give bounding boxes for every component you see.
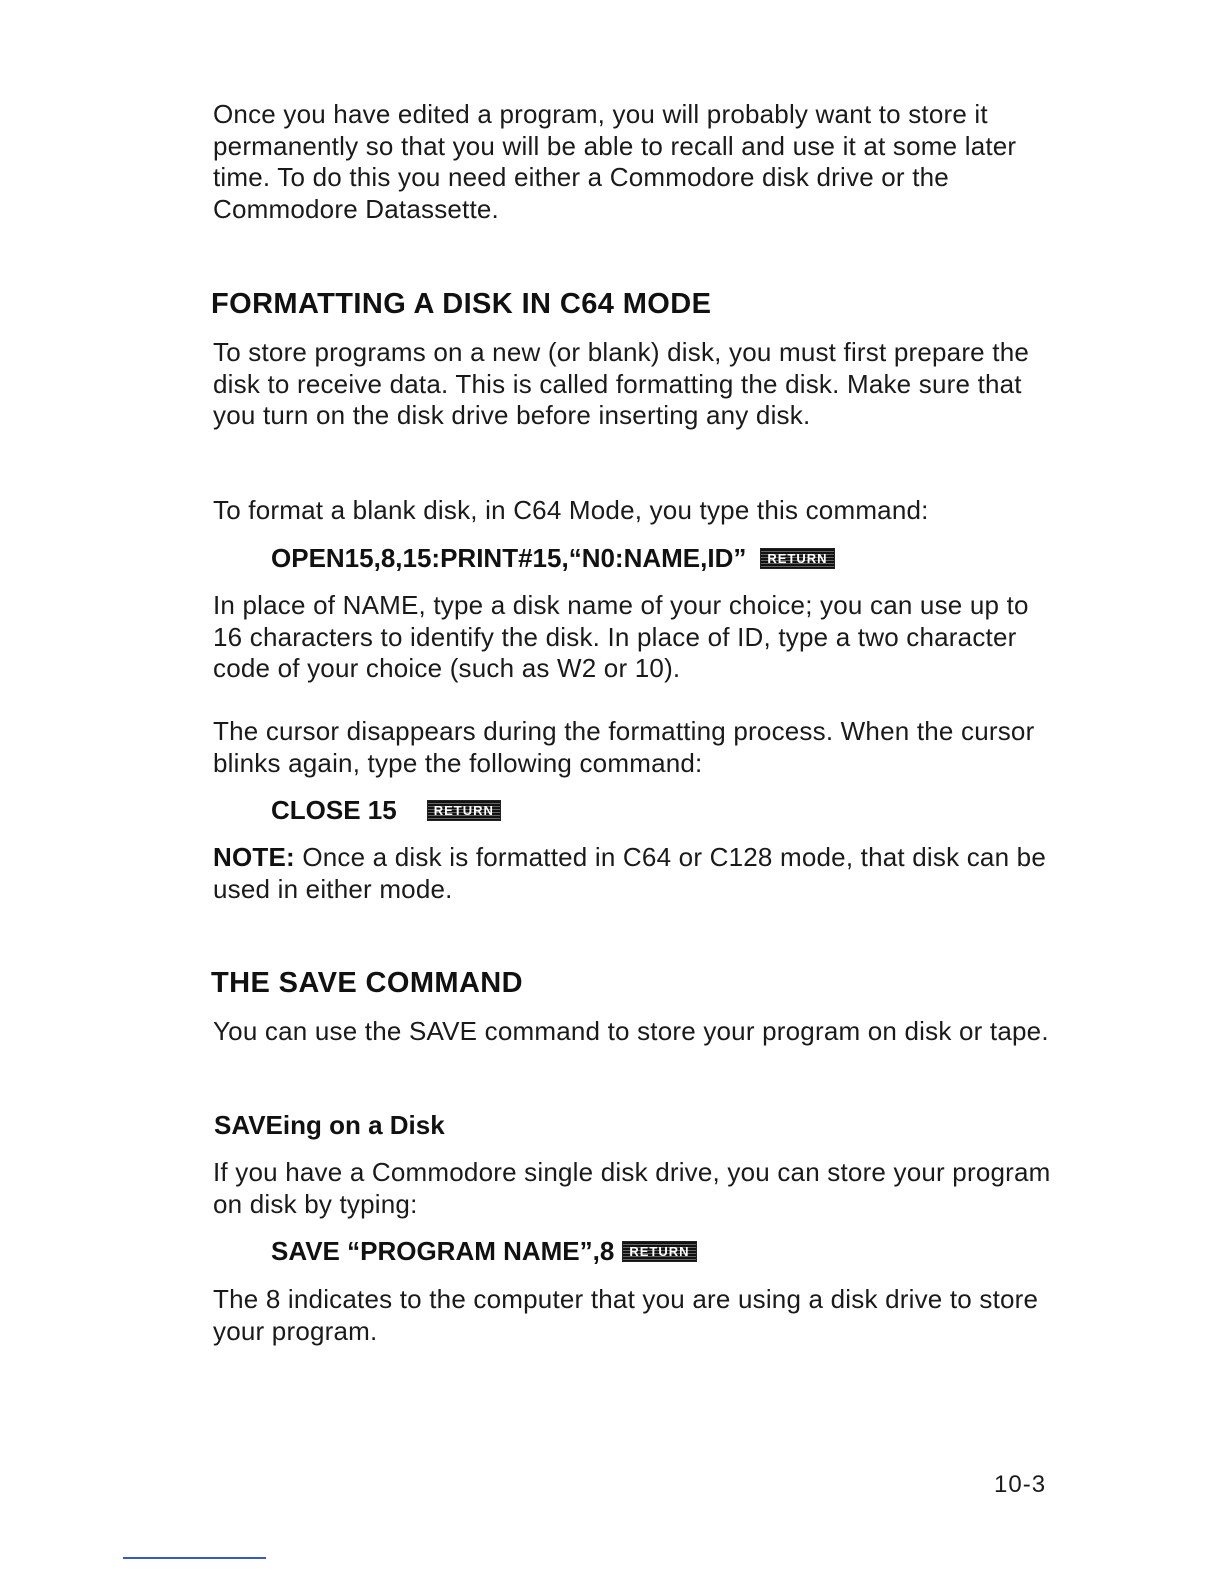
close-command: CLOSE 15	[271, 795, 397, 825]
note-paragraph	[213, 842, 1053, 905]
save-command-line	[271, 1236, 697, 1267]
formatting-paragraph-1: To store programs on a new (or blank) disk, you must first prepare the disk to receive data. This is called formatting the disk. Make sure that you turn on the disk drive before inserting any disk.	[213, 337, 1030, 430]
close-command-line	[271, 795, 501, 826]
saving-on-disk-subheading: SAVEing on a Disk	[214, 1110, 445, 1140]
save-paragraph-1: You can use the SAVE command to store your program on disk or tape.	[213, 1016, 1049, 1046]
formatting-paragraph-2: To format a blank disk, in C64 Mode, you type this command:	[213, 495, 929, 525]
formatting-paragraph-4: The cursor disappears during the formatting process. When the cursor blinks again, type the following command:	[213, 716, 1035, 778]
note-label: NOTE:	[213, 842, 295, 872]
save-command: SAVE “PROGRAM NAME”,8	[271, 1236, 615, 1266]
save-paragraph-3: The 8 indicates to the computer that you are using a disk drive to store your program.	[213, 1284, 1039, 1346]
format-command-line	[271, 543, 835, 574]
bottom-rule	[123, 1557, 266, 1559]
return-key-icon: RETURN	[427, 800, 501, 821]
note-text: Once a disk is formatted in C64 or C128 mode, that disk can be used in either mode.	[213, 842, 1046, 904]
save-paragraph-2: If you have a Commodore single disk drive, you can store your program on disk by typing:	[213, 1157, 1051, 1219]
page-number: 10-3	[994, 1471, 1047, 1498]
save-heading: THE SAVE COMMAND	[211, 967, 523, 999]
return-key-icon: RETURN	[760, 548, 834, 569]
format-command: OPEN15,8,15:PRINT#15,“N0:NAME,ID”	[271, 543, 747, 573]
formatting-paragraph-3: In place of NAME, type a disk name of your choice; you can use up to 16 characters to identify the disk. In place of ID, type a two character code of your choice (such as W2 or 10).	[213, 590, 1029, 683]
return-key-icon: RETURN	[622, 1241, 696, 1262]
formatting-heading: FORMATTING A DISK IN C64 MODE	[211, 288, 712, 320]
intro-paragraph: Once you have edited a program, you will probably want to store it permanently so that you will be able to recall and use it at some later time. To do this you need either a Commodore disk drive or the Commodore Datassette.	[213, 99, 1017, 224]
